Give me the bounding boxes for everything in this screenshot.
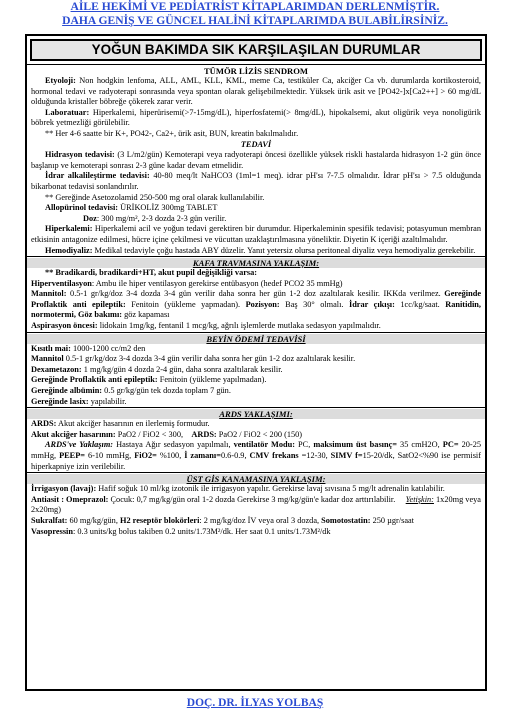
label-hiperkalemi: Hiperkalemi:	[45, 224, 93, 234]
paragraph-kisitli	[31, 344, 481, 355]
section-brain-edema	[27, 332, 485, 408]
paragraph-aspirasyon	[31, 321, 481, 332]
text-pc: 20-25 mmHg,	[31, 440, 481, 460]
label-peep: PEEP=	[59, 451, 86, 460]
text-idrar-cikisi: 1cc/kg/saat.	[394, 299, 446, 309]
text-ranitidin: göz kapaması	[122, 310, 170, 320]
label-maks: maksimum üst basınç=	[313, 440, 398, 450]
paragraph-ards-def	[31, 419, 481, 430]
text-aspirasyon: lidokain 1mg/kg, fentanil 1 mcg/kg, ağrılı işlemlerde mutlaka sedasyon yapılmalıdır.	[97, 321, 381, 331]
text-mannitol: 0.5-1 gr/kg/doz 3-4 dozda 3-4 gün verilir daha sonra her gün 1-2 doz azaltılarak kesilir. IKKda verilmez.	[66, 289, 445, 299]
text-bradikardi: ** Bradikardi, bradikardi+HT, akut pupil değişikliği varsa:	[45, 268, 258, 278]
text-mannitol-2: 0.5-1 gr/kg/doz 3-4 dozda 3-4 gün verilir daha sonra her gün 1-2 doz azaltılarak kesilir.	[63, 354, 356, 364]
paragraph-mannitol	[31, 289, 481, 321]
text-simv: 15-20/dk, SatO2<%90 ise permisif hiperkapniye izin verilebilir.	[31, 451, 481, 471]
text-albumin: 0.5 gr/kg/gün tek dozda toplam 7 gün.	[102, 386, 231, 396]
text-kisitli: 1000-1200 cc/m2 den	[70, 343, 146, 353]
paragraph-allopurinol	[31, 203, 481, 214]
section-heading: TÜMÖR LİZİS SENDROM	[203, 66, 309, 76]
text-maks: 35 cmH2O,	[397, 440, 443, 450]
paragraph-hidrasyon	[31, 150, 481, 171]
label-mannitol-2: Mannitol	[31, 354, 64, 364]
text-etyoloji: Non hodgkin lenfoma, ALL, AML, KLL, KML, meme Ca, testiküler Ca, akciğer Ca vb. durumlarda kortikosteroid, hormonal tedavi ve radyoterapi sonrasında veya spontan olarak gelişebilmektedir. Yüksek ürik asit ve [PO42-]x[Ca2++] > 60 mg/dL olduğunda kristaller böbreğe çökerek zarar verir.	[31, 76, 481, 107]
text-fio2: %100,	[156, 451, 185, 460]
section-heading: ARDS YAKLAŞIMI:	[27, 409, 485, 419]
subheading-tedavi	[31, 140, 481, 151]
text-aah: PaO2 / FiO2 < 300,	[115, 429, 184, 439]
text-proflaktik-2: Fenitoin (yükleme yapılmadan).	[157, 375, 267, 385]
paragraph-aah	[31, 430, 481, 441]
paragraph-dexa	[31, 365, 481, 376]
text-ards: Akut akciğer hasarının en ilerlemiş formudur.	[56, 419, 210, 429]
text-cmv: =12-30,	[298, 451, 331, 460]
label-hidrasyon: Hidrasyon tedavisi:	[45, 150, 115, 160]
label-antiasit: Antiasit : Omeprazol:	[31, 494, 109, 504]
text-yetiskin: 1x20mg veya 2x20mg)	[31, 494, 481, 515]
text-i-zamani: 0.6-0.9,	[220, 451, 250, 460]
label-irrigasyon: İrrigasyon (lavaj):	[31, 484, 97, 494]
label-mannitol: Mannitol:	[31, 289, 67, 299]
label-pozisyon: Pozisyon:	[245, 299, 280, 309]
text-ards-2: PaO2 / FiO2 < 200 (150)	[216, 429, 303, 439]
label-allopurinol: Allopürinol tedavisi:	[45, 203, 119, 213]
banner-line-1: AİLE HEKİMİ VE PEDİATRİST KİTAPLARIMDAN DERLENMİŞTİR.	[70, 0, 440, 13]
text-h2: : 2 mg/kg/doz İV veya oral 3 dozda,	[199, 515, 322, 525]
label-i-zamani: İ zamanı=	[184, 451, 221, 460]
label-hemodiyaliz: Hemodiyaliz:	[45, 245, 93, 255]
note-monitoring: ** Her 4-6 saatte bir K+, PO42-, Ca2+, ürik asit, BUN, kreatin bakılmalıdır.	[45, 128, 299, 138]
label-etyoloji: Etyoloji:	[45, 76, 76, 85]
page-title: YOĞUN BAKIMDA SIK KARŞILAŞILAN DURUMLAR	[30, 39, 482, 61]
label-ards: ARDS:	[31, 419, 57, 429]
text-vent: PC,	[295, 440, 314, 450]
label-lab: Laboratuar:	[45, 107, 90, 117]
paragraph-irrigasyon	[31, 484, 481, 495]
paragraph-hiperventilasyon	[31, 279, 481, 290]
text-proflaktik: Fenitoin (yükleme yapmadan).	[125, 299, 246, 309]
text-hiperventilasyon: : Ambu ile hiper ventilasyon gerekirse entübasyon (hedef PCO2 35 mmHg)	[91, 278, 343, 288]
text-peep: 6-10 mmHg,	[85, 451, 135, 460]
label-yetiskin: Yetişkin:	[405, 494, 434, 504]
note-asetozolamid: ** Gereğinde Asetozolamid 250-500 mg oral olarak kullanılabilir.	[45, 192, 265, 202]
text-ards-yaklasim: Hastaya Ağır sedasyon yapılmalı,	[113, 440, 234, 450]
subheading-bradikardi	[31, 268, 481, 279]
paragraph-etyoloji	[31, 76, 481, 108]
text-dexa: 1 mg/kg/gün 4 dozda 2-4 gün, daha sonra azaltılarak kesilir.	[81, 364, 283, 374]
label-aspirasyon: Aspirasyon öncesi:	[31, 321, 98, 331]
header-banner	[10, 0, 500, 28]
section-heading: BEYİN ÖDEMİ TEDAVİSİ	[27, 334, 485, 344]
label-ards-yaklasim: ARDS've Yaklaşım:	[45, 440, 114, 450]
text-doz: : 300 mg/m², 2-3 dozda 2-3 gün verilir.	[96, 213, 227, 223]
label-ranitidin: Ranitidin, normotermi, Göz bakımı:	[31, 299, 481, 320]
paragraph-lab	[31, 108, 481, 129]
paragraph-albumin	[31, 386, 481, 397]
paragraph-sukralfat	[31, 516, 481, 527]
label-somatostatin: Somotostatin:	[321, 515, 371, 525]
text-antiasit: Çocuk: 0,7 mg/kg/gün oral 1-2 dozda Gerekirse 3 mg/kg/gün'e kadar doz arttırılabilir.	[108, 494, 398, 504]
label-hiperventilasyon: Hiperventilasyon	[31, 278, 92, 288]
text-idrar: 40-80 meq/lt NaHCO3 (1ml=1 meq). idrar pH'sı 7-7.5 olmalıdır. İdrar pH'sı > 7.5 olduğunda bikarbonat tedavisi sonlandırılır.	[31, 171, 481, 191]
text-tedavi: TEDAVİ	[240, 139, 272, 149]
label-vasopressin: Vasopressin	[31, 526, 73, 536]
label-h2: H2 reseptör blokörleri	[119, 515, 200, 525]
paragraph-proflaktik-2	[31, 375, 481, 386]
text-irrigasyon: Hafif soğuk 10 ml/kg izotonik ile irrigasyon yapılır. Gerekirse lavaj sıvısına 5 mg/lt adrenalin katılabilir.	[96, 484, 445, 494]
label-idrar: İdrar alkalileştirme tedavisi:	[45, 171, 150, 181]
label-doz: Doz	[83, 213, 97, 223]
paragraph-mannitol-2	[31, 354, 481, 365]
section-heading: KAFA TRAVMASINA YAKLAŞIM:	[27, 258, 485, 268]
label-fio2: FiO2=	[134, 451, 157, 460]
text-lab: Hiperkalemi, hiperürisemi(>7-15mg/dL), hiperfosfatemi(> 8mg/dL), hipokalsemi, akut oligürik veya nonoligürik böbrek yetmezliği görülebilir.	[31, 107, 481, 128]
label-sukralfat: Sukralfat:	[31, 515, 68, 525]
text-vasopressin: : 0.3 units/kg bolus takiben 0.2 units/1.73M²/dk. Her saat 0.1 units/1.73M²/dk	[72, 526, 331, 536]
paragraph-idrar	[31, 171, 481, 192]
section-heading: ÜST GİS KANAMASINA YAKLAŞIM:	[27, 474, 485, 484]
label-proflaktik: Gereğinde Proflaktik anti epileptik:	[31, 289, 481, 309]
text-allopurinol: ÜRİKOLİZ 300mg TABLET	[118, 203, 218, 213]
label-simv: SIMV f=	[330, 451, 363, 460]
section-ards	[27, 407, 485, 472]
label-lasix: Gereğinde lasix:	[31, 396, 89, 406]
paragraph-hemodiyaliz	[31, 246, 481, 257]
label-dexa: Dexametazon:	[31, 364, 82, 374]
paragraph-doz	[31, 214, 481, 225]
text-hidrasyon: (3 L/m2/gün) Kemoterapi veya radyoterapi öncesi özellikle yüksek riskli hastalarda hidrasyon 1-2 gün önce başlanıp ve kemoterapi sonrası 2-3 güne kadar devam etmelidir.	[31, 150, 481, 170]
text-hemodiyaliz: Medikal tedaviyle çoğu hastada ABY düzelir. Yanıt yetersiz olursa peritoneal diyaliz veya hemodiyaliz gerekebilir.	[92, 245, 476, 255]
text-hiperkalemi: Hiperkalemi acil ve yoğun tedavi gerektiren bir durumdur. Hiperkaleminin spesifik tedavisi; potasyumun membran etkisinin antagonize edilmesi, hücre içine çekilmesi ve vücuttan uzaklaştırılmasına yöneliktir. Diyetin K içeriği azaltılmalıdır.	[31, 224, 481, 244]
section-tumor-lysis	[27, 64, 485, 256]
label-vent: ventilatör Modu:	[233, 440, 296, 450]
section-upper-gi-bleeding	[27, 472, 485, 537]
text-lasix: yapılabilir.	[88, 396, 127, 406]
label-idrar-cikisi: İdrar çıkışı:	[348, 299, 395, 309]
section-head-trauma	[27, 256, 485, 332]
paragraph-antiasit	[31, 495, 481, 516]
content-frame	[25, 34, 487, 691]
label-ards-2: ARDS:	[191, 429, 217, 439]
paragraph-hiperkalemi	[31, 224, 481, 245]
text-pozisyon: Baş 30° olmalı.	[279, 299, 349, 309]
label-pc: PC=	[442, 440, 459, 450]
label-albumin: Gereğinde albümin:	[31, 386, 103, 396]
paragraph-vasopressin	[31, 527, 481, 538]
label-aah: Akut akciğer hasarının:	[31, 429, 116, 439]
text-sukralfat: 60 mg/kg/gün,	[67, 515, 120, 525]
label-cmv: CMV frekans	[249, 451, 299, 460]
banner-line-2: DAHA GENİŞ VE GÜNCEL HALİNİ KİTAPLARIMDA BULABİLİRSİNİZ.	[62, 14, 448, 27]
author-footer: DOÇ. DR. İLYAS YOLBAŞ	[186, 697, 324, 709]
text-somatostatin: 250 µgr/saat	[370, 515, 414, 525]
label-proflaktik-2: Gereğinde Proflaktik anti epileptik:	[31, 375, 158, 385]
label-kisitli: Kısıtlı mai:	[31, 343, 71, 353]
paragraph-ards-yaklasim	[31, 440, 481, 472]
paragraph-lasix	[31, 397, 481, 408]
